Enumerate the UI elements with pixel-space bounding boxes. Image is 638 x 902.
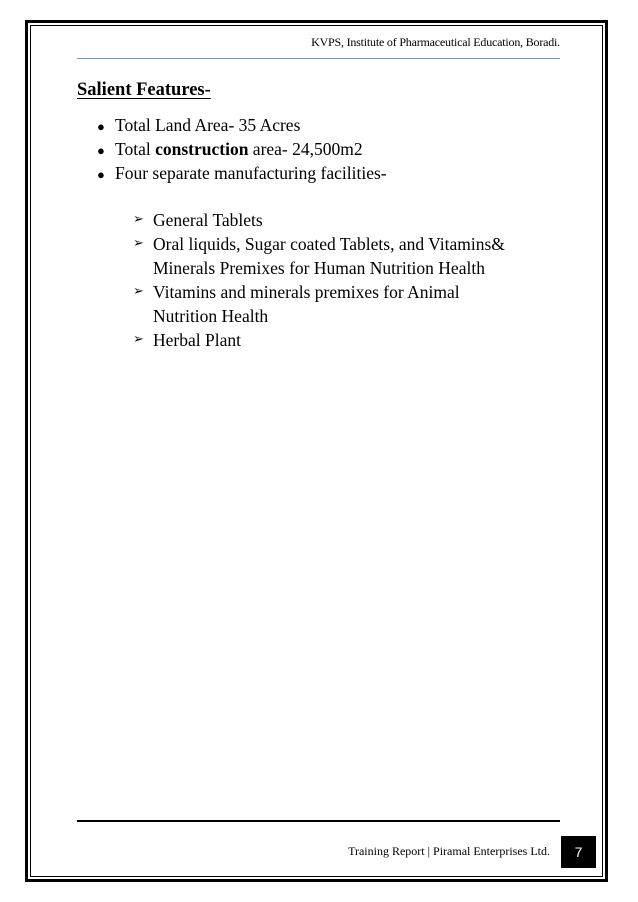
bullet-dot-icon: ●: [97, 119, 105, 134]
feature-text: Four separate manufacturing facilities-: [115, 163, 387, 183]
list-item: [97, 161, 387, 185]
header-institution: KVPS, Institute of Pharmaceutical Education, Boradi.: [311, 35, 560, 49]
list-item: [133, 280, 553, 328]
facility-text: Herbal Plant: [153, 330, 241, 350]
footer-text: Training Report | Piramal Enterprises Ltd.: [348, 844, 550, 858]
arrowhead-right-icon: ➢: [133, 284, 144, 299]
header-divider: [77, 58, 560, 59]
page-number: 7: [561, 836, 596, 868]
facility-text: General Tablets: [153, 210, 263, 230]
list-item: [133, 328, 553, 352]
facilities-list: [133, 208, 553, 352]
list-item: [97, 137, 387, 161]
features-list: [97, 113, 387, 185]
facility-text: Vitamins and minerals premixes for Animal Nutrition Health: [153, 282, 460, 326]
facility-text: Oral liquids, Sugar coated Tablets, and Vitamins& Minerals Premixes for Human Nutrition Health: [153, 234, 505, 278]
arrowhead-right-icon: ➢: [133, 236, 144, 251]
list-item: [133, 208, 553, 232]
feature-text: Total Land Area- 35 Acres: [115, 115, 301, 135]
section-heading: Salient Features-: [77, 80, 211, 100]
arrowhead-right-icon: ➢: [133, 332, 144, 347]
bullet-dot-icon: ●: [97, 167, 105, 182]
footer-divider: [77, 820, 560, 822]
arrowhead-right-icon: ➢: [133, 212, 144, 227]
list-item: [97, 113, 387, 137]
list-item: [133, 232, 553, 280]
feature-text: Total construction area- 24,500m2: [115, 139, 363, 159]
bullet-dot-icon: ●: [97, 143, 105, 158]
